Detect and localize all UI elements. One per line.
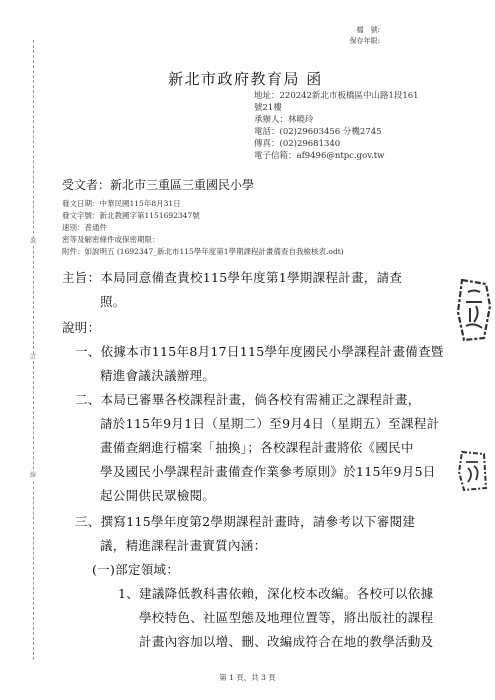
document-number: 發文字號：新北教國字第1151692347號 [62,211,200,220]
page-footer: 第 1 頁，共 3 頁 [219,673,276,682]
file-number-label: 檔 號: [356,26,380,34]
item-2-line-5: 起公開供民眾檢閱。 [100,488,216,503]
binding-line [33,40,34,660]
contact-handler: 承辦人：林曉玲 [254,115,314,125]
seal-stamp-top [452,276,492,344]
point-1-line-3: 計畫內容加以增、刪、改編成符合在地的教學活動及 [139,634,434,649]
point-1-line-1: 1、建議降低教科書依賴，深化校本改編。各校可以依據 [118,586,434,601]
contact-phone: 電話：(02)29603456 分機2745 [254,127,382,137]
contact-address-1: 地址：220242新北市板橋區中山路1段161 [254,91,419,101]
item-3-line-2: 議，精進課程計畫實質內涵： [100,538,267,553]
issue-date: 發文日期：中華民國115年8月31日 [62,199,181,208]
item-1-line-2: 精進會議決議辦理。 [100,368,216,383]
binding-char-middle: 訂 [30,354,37,361]
recipient: 受文者：新北市三重區三重國民小學 [62,178,255,192]
subject-line-1: 主旨：本局同意備查貴校115學年度第1學期課程計畫，請查 [62,270,403,285]
subsection-1-heading: (一)部定領域： [92,562,180,577]
contact-fax: 傳真：(02)29681340 [254,139,341,149]
retention-label: 保存年限: [349,37,380,45]
subject-line-2: 照。 [100,294,126,309]
attachment: 附件：如說明五 (1692347_新北市115學年度第1學期課程計畫備查自我檢核表.odt) [62,247,344,256]
item-2-line-3: 畫備查網進行檔案「抽換」；各校課程計畫將依《國民中 [100,440,414,455]
secrecy-level: 密等及解密條件或保密期限： [62,235,160,244]
item-2-line-4: 學及國民小學課程計畫備查作業參考原則》於115年9月5日 [100,464,436,479]
item-2-line-1: 二、本局已審畢各校課程計畫，倘各校有需補正之課程計畫， [75,392,421,407]
binding-char-top: 裝 [30,238,37,245]
item-3-line-1: 三、撰寫115學年度第2學期課程計畫時，請參考以下審閱建 [75,514,416,529]
explanation-label: 說明： [62,320,101,335]
item-2-line-2: 請於115年9月1日（星期二）至9月4日（星期五）至課程計 [100,416,440,431]
contact-address-2: 號21樓 [254,103,282,113]
document-title: 新北市政府教育局 函 [168,70,323,88]
delivery-speed: 速別：普通件 [62,223,107,232]
binding-char-bottom: 線 [30,472,37,479]
contact-email: 電子信箱：af9496@ntpc.gov.tw [254,151,385,161]
item-1-line-1: 一、依據本市115年8月17日115學年度國民小學課程計畫備查暨 [75,344,444,359]
point-1-line-2: 學校特色、社區型態及地理位置等，將出版社的課程 [139,610,434,625]
seal-stamp-bottom [456,448,488,494]
